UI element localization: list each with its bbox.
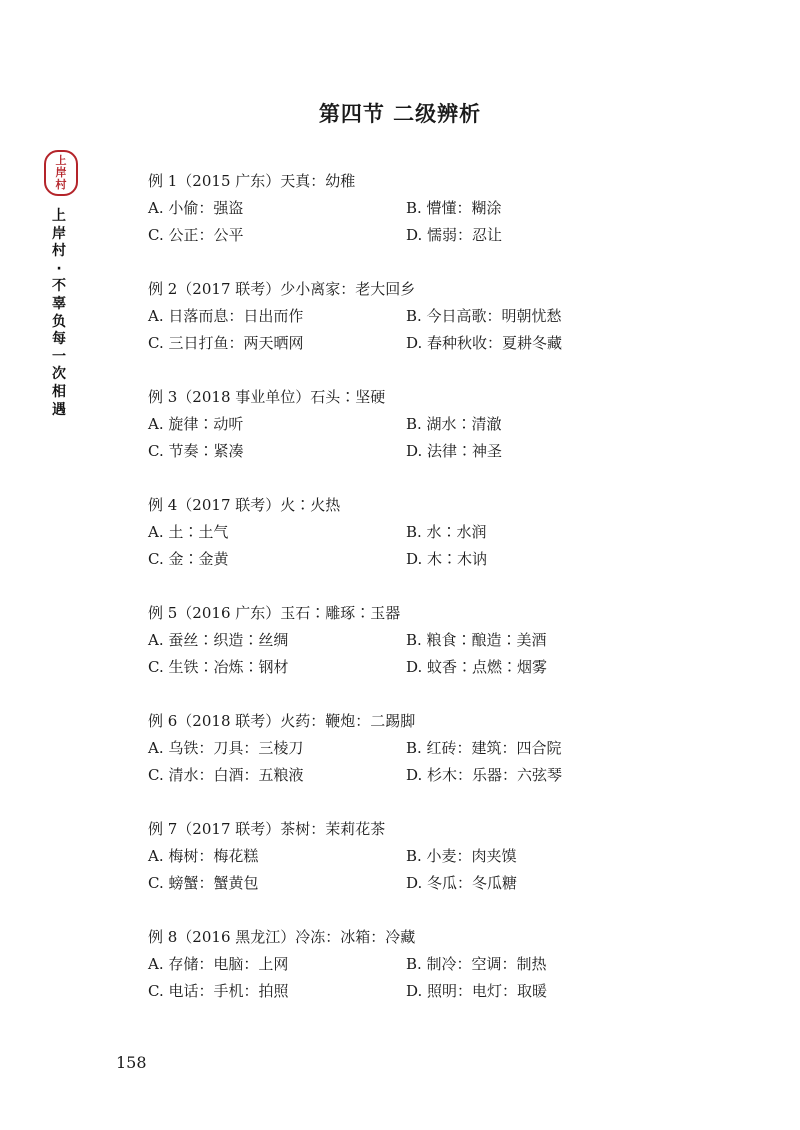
option-b: B. 粮食∶酿造∶美酒: [406, 631, 547, 649]
option-grid: [148, 303, 708, 357]
option-d: D. 春种秋收：夏耕冬藏: [406, 334, 563, 352]
option-b: B. 今日高歌：明朝忧愁: [406, 307, 562, 325]
option-b: B. 湖水∶清澈: [406, 415, 502, 433]
option-d: D. 杉木：乐器：六弦琴: [406, 766, 563, 784]
side-slogan: [48, 208, 70, 419]
question-title: 例 7（2017 联考）茶树：茉莉花茶: [148, 820, 386, 838]
option-grid: [148, 735, 708, 789]
question-block: [148, 924, 708, 1005]
page-title: 第四节 二级辨析: [318, 102, 482, 126]
slogan-char: 每: [52, 331, 66, 348]
option-grid: [148, 951, 708, 1005]
seal-char: 村: [55, 178, 67, 191]
question-title: 例 3（2018 事业单位）石头∶坚硬: [148, 388, 386, 406]
slogan-char: 遇: [52, 401, 66, 418]
option-b: B. 红砖：建筑：四合院: [406, 739, 562, 757]
slogan-char: 岸: [52, 225, 66, 242]
seal-char: 岸: [55, 166, 67, 179]
option-grid: [148, 843, 708, 897]
question-block: [148, 384, 708, 465]
slogan-char: 相: [52, 383, 66, 400]
slogan-char: 次: [52, 366, 66, 383]
option-d: D. 木∶木讷: [406, 550, 488, 568]
slogan-char: 不: [52, 278, 66, 295]
option-d: D. 蚊香∶点燃∶烟雾: [406, 658, 548, 676]
option-a: A. 日落而息：日出而作: [148, 307, 304, 325]
seal-logo: [44, 150, 78, 196]
question-block: [148, 708, 708, 789]
slogan-char: 上: [52, 208, 66, 224]
question-title: 例 6（2018 联考）火药：鞭炮：二踢脚: [148, 712, 416, 730]
option-d: D. 冬瓜：冬瓜糖: [406, 874, 518, 892]
option-d: D. 懦弱：忍让: [406, 226, 503, 244]
question-block: [148, 600, 708, 681]
option-c: C. 清水：白酒：五粮液: [148, 766, 304, 784]
option-c: C. 螃蟹：蟹黄包: [148, 874, 259, 892]
option-a: A. 乌铁：刀具：三棱刀: [148, 739, 304, 757]
question-list: [148, 168, 708, 1032]
option-b: B. 懵懂：糊涂: [406, 199, 502, 217]
question-block: [148, 276, 708, 357]
question-title: 例 4（2017 联考）火∶火热: [148, 496, 341, 514]
option-a: A. 梅树：梅花糕: [148, 847, 259, 865]
question-title: 例 5（2016 广东）玉石∶雕琢∶玉器: [148, 604, 401, 622]
option-c: C. 节奏∶紧凑: [148, 442, 244, 460]
page-number: 158: [116, 1053, 147, 1072]
option-c: C. 金∶金黄: [148, 550, 229, 568]
question-block: [148, 168, 708, 249]
option-c: C. 公正：公平: [148, 226, 244, 244]
question-title: 例 2（2017 联考）少小离家：老大回乡: [148, 280, 416, 298]
option-c: C. 电话：手机：拍照: [148, 982, 289, 1000]
seal-char: 上: [55, 154, 67, 167]
option-b: B. 制冷：空调：制热: [406, 955, 547, 973]
option-d: D. 照明：电灯：取暖: [406, 982, 548, 1000]
option-b: B. 小麦：肉夹馍: [406, 847, 517, 865]
option-b: B. 水∶水润: [406, 523, 487, 541]
option-a: A. 蚕丝∶织造∶丝绸: [148, 631, 289, 649]
question-block: [148, 492, 708, 573]
slogan-char: 负: [52, 313, 66, 330]
slogan-char: 村: [52, 243, 66, 260]
option-grid: [148, 411, 708, 465]
question-block: [148, 816, 708, 897]
option-grid: [148, 627, 708, 681]
question-title: 例 8（2016 黑龙江）冷冻：冰箱：冷藏: [148, 928, 416, 946]
option-a: A. 小偷：强盗: [148, 199, 244, 217]
slogan-char: ·: [56, 260, 62, 277]
option-a: A. 存储：电脑：上网: [148, 955, 289, 973]
option-grid: [148, 519, 708, 573]
option-d: D. 法律∶神圣: [406, 442, 503, 460]
option-a: A. 土∶土气: [148, 523, 229, 541]
question-title: 例 1（2015 广东）天真：幼稚: [148, 172, 356, 190]
option-grid: [148, 195, 708, 249]
option-c: C. 生铁∶冶炼∶钢材: [148, 658, 289, 676]
option-c: C. 三日打鱼：两天晒网: [148, 334, 304, 352]
slogan-char: 辜: [52, 295, 66, 312]
slogan-char: 一: [52, 348, 66, 365]
option-a: A. 旋律∶动听: [148, 415, 244, 433]
